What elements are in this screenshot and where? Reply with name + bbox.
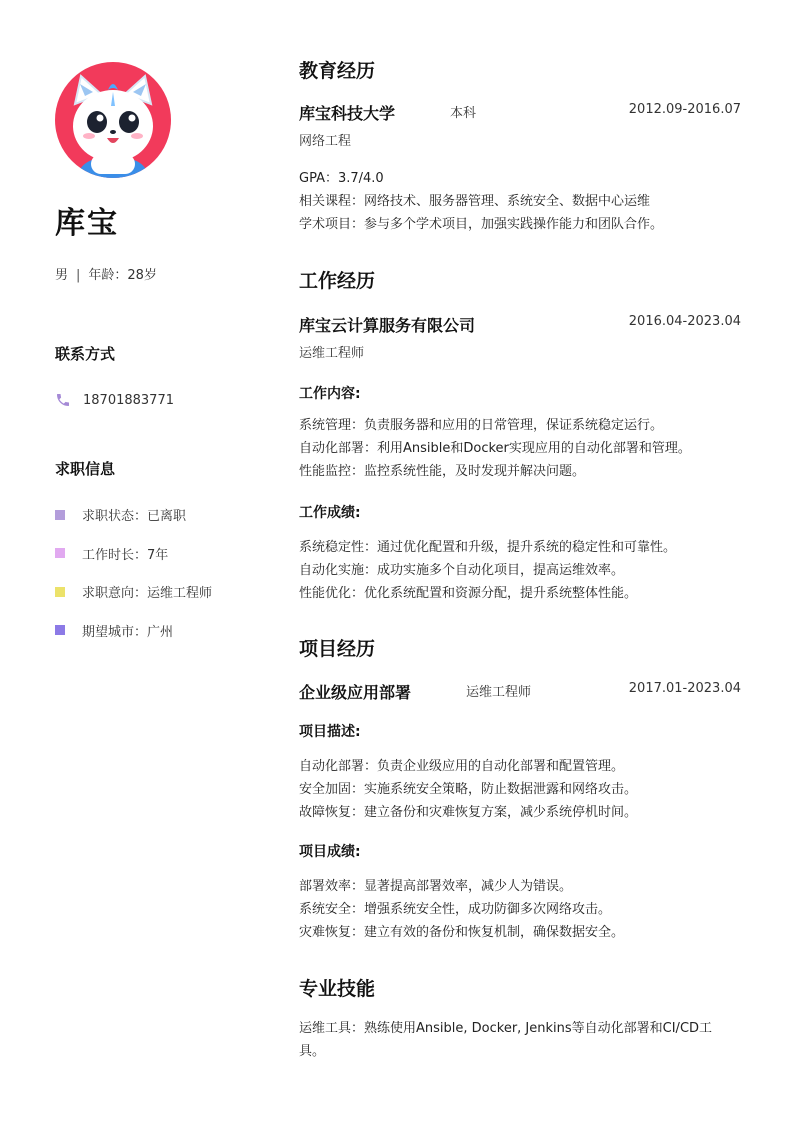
project-role: 运维工程师: [466, 685, 532, 700]
project-results-line: 部署效率：显著提高部署效率，减少人为错误。: [299, 879, 573, 894]
work-content-line: 性能监控：监控系统性能，及时发现并解决问题。: [299, 464, 586, 479]
skills-line: 具。: [299, 1044, 326, 1059]
company-name: 库宝云计算服务有限公司: [299, 316, 476, 335]
list-item: [55, 582, 255, 601]
work-results-line: 自动化实施：成功实施多个自动化项目，提高运维效率。: [299, 563, 625, 578]
project-desc-label: 项目描述:: [299, 724, 361, 740]
work-heading: 工作经历: [299, 270, 376, 292]
project-results-label: 项目成绩:: [299, 844, 361, 860]
major: 网络工程: [299, 134, 352, 149]
work-years: 工作时长：7年: [82, 547, 169, 563]
phone-number[interactable]: 18701883771: [83, 392, 174, 408]
project-results-line: 灾难恢复：建立有效的备份和恢复机制，确保数据安全。: [299, 925, 625, 940]
skills-line: 运维工具：熟练使用Ansible, Docker, Jenkins等自动化部署和CI/CD工: [299, 1021, 713, 1036]
job-intent-heading: 求职信息: [55, 460, 116, 478]
work-content-line: 自动化部署：利用Ansible和Docker实现应用的自动化部署和管理。: [299, 441, 691, 456]
divider: |: [76, 268, 81, 283]
school-name: 库宝科技大学: [299, 104, 396, 123]
job-intent-list: [55, 505, 255, 640]
gpa-line: GPA：3.7/4.0: [299, 171, 384, 186]
project-results-line: 系统安全：增强系统安全性，成功防御多次网络攻击。: [299, 902, 612, 917]
work-results-line: 性能优化：优化系统配置和资源分配，提升系统整体性能。: [299, 586, 638, 601]
job-status: 求职状态：已离职: [82, 509, 187, 524]
basic-info: [55, 264, 255, 283]
contact-heading: 联系方式: [55, 345, 116, 363]
project-date: 2017.01-2023.04: [628, 681, 741, 696]
work-content-line: 系统管理：负责服务器和应用的日常管理，保证系统稳定运行。: [299, 418, 664, 433]
mascot-cat-icon: [55, 62, 171, 178]
bullet-square-icon: [55, 548, 65, 558]
phone-icon: [55, 392, 71, 408]
work-date: 2016.04-2023.04: [628, 314, 741, 329]
project-name: 企业级应用部署: [299, 683, 412, 702]
degree: 本科: [450, 106, 477, 121]
bullet-square-icon: [55, 625, 65, 635]
age: 年龄：28岁: [88, 268, 157, 283]
project-desc-line: 安全加固：实施系统安全策略，防止数据泄露和网络攻击。: [299, 782, 638, 797]
project-desc-line: 故障恢复：建立备份和灾难恢复方案，减少系统停机时间。: [299, 805, 638, 820]
education-heading: 教育经历: [299, 60, 376, 82]
sidebar: [55, 62, 255, 659]
list-item: [55, 505, 255, 524]
bullet-square-icon: [55, 510, 65, 520]
job-target: 求职意向：运维工程师: [82, 586, 213, 601]
work-results-label: 工作成绩:: [299, 505, 361, 521]
project-desc-line: 自动化部署：负责企业级应用的自动化部署和配置管理。: [299, 759, 625, 774]
list-item: [55, 544, 255, 563]
list-item: [55, 621, 255, 640]
expected-city: 期望城市：广州: [82, 624, 174, 640]
gender: 男: [55, 268, 69, 283]
work-content-label: 工作内容:: [299, 386, 361, 402]
phone-row: [55, 392, 255, 408]
education-date: 2012.09-2016.07: [628, 102, 741, 117]
academic-projects-line: 学术项目：参与多个学术项目，加强实践操作能力和团队合作。: [299, 217, 664, 232]
bullet-square-icon: [55, 587, 65, 597]
courses-line: 相关课程：网络技术、服务器管理、系统安全、数据中心运维: [299, 194, 651, 209]
profile-name: 库宝: [55, 206, 119, 241]
skills-heading: 专业技能: [299, 978, 376, 1000]
work-role: 运维工程师: [299, 346, 365, 361]
project-heading: 项目经历: [299, 638, 376, 660]
avatar: [55, 62, 171, 178]
work-results-line: 系统稳定性：通过优化配置和升级，提升系统的稳定性和可靠性。: [299, 540, 677, 555]
